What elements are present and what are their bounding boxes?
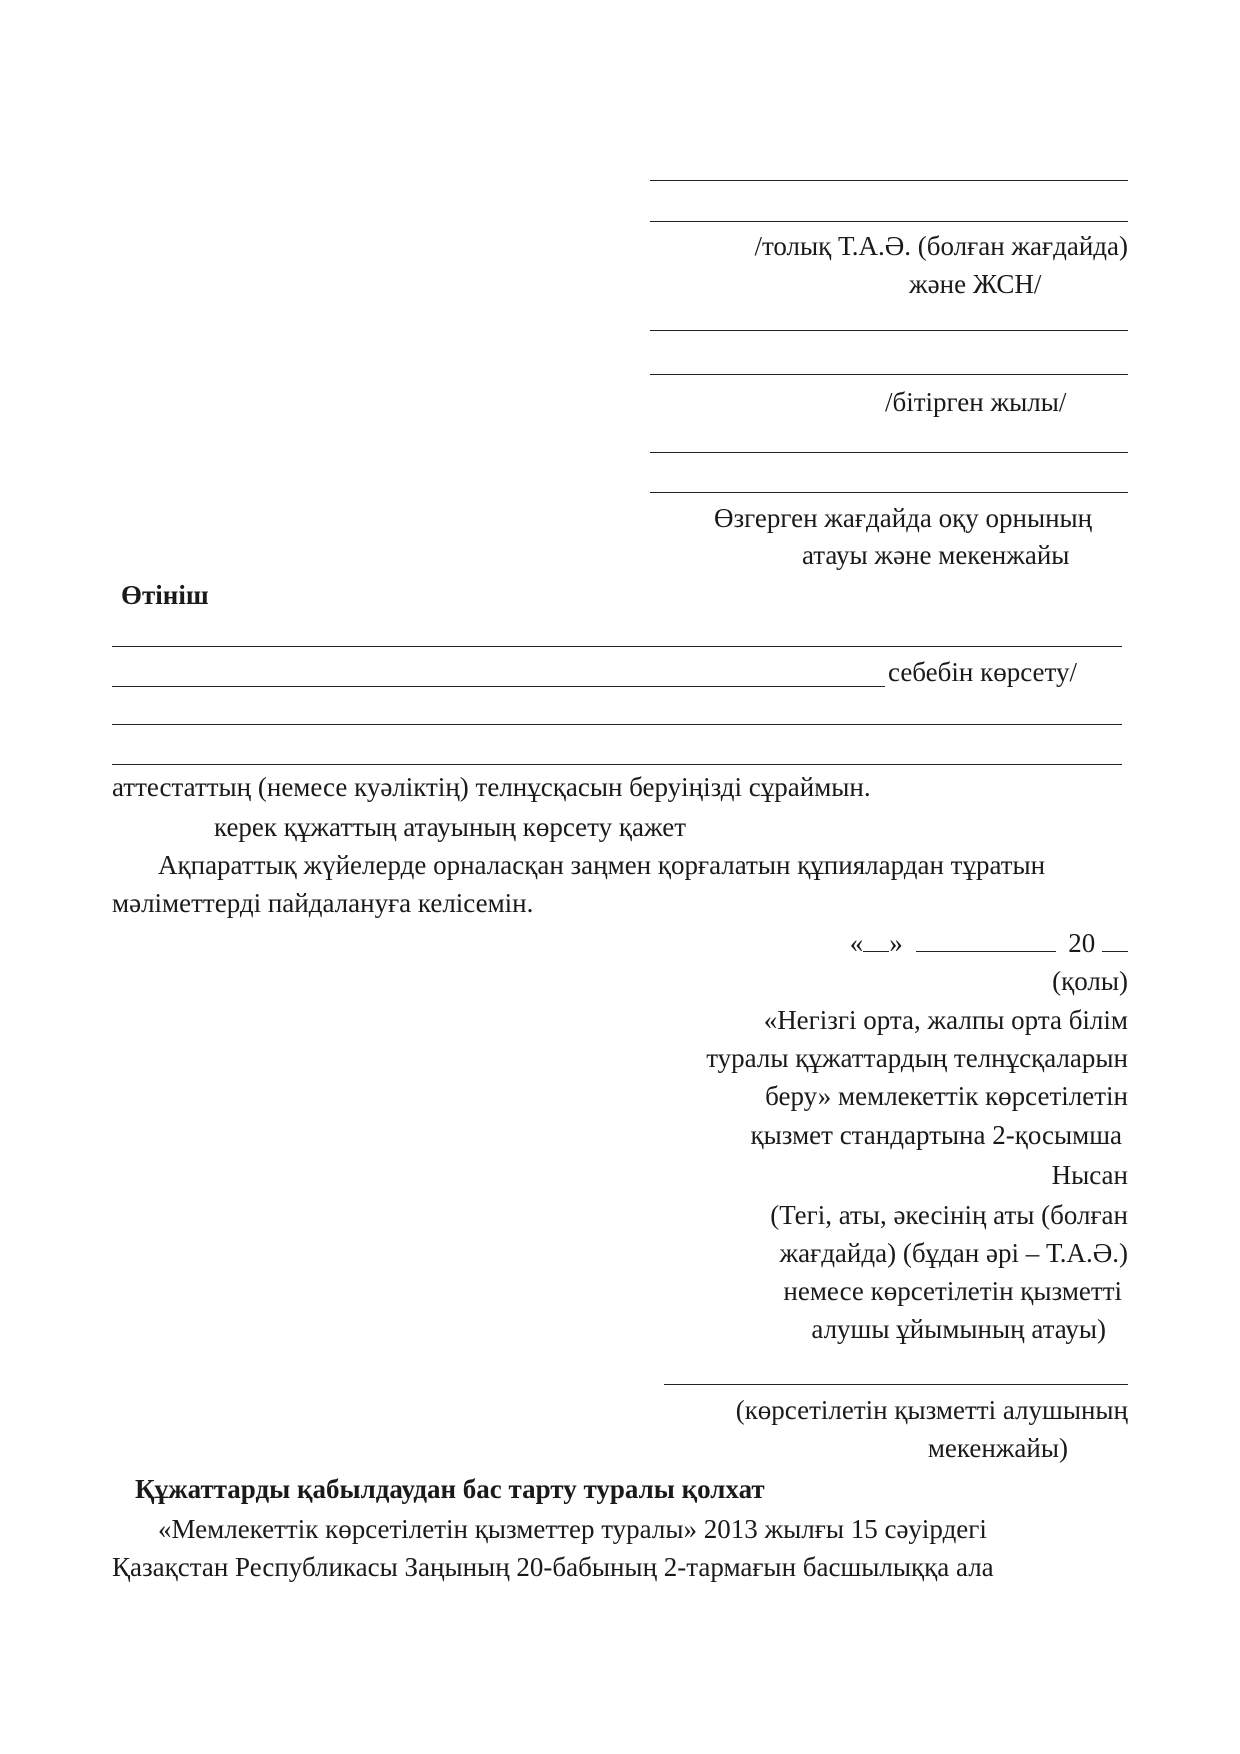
document-hint: керек құжаттың атауының көрсету қажет xyxy=(214,812,687,842)
year-blank-line-2[interactable] xyxy=(650,374,1128,375)
school-label-line-1: Өзгерген жағдайда оқу орнының xyxy=(714,503,1093,533)
application-title: Өтініш xyxy=(121,580,209,610)
receipt-text-line-1: «Мемлекеттік көрсетілетін қызметтер туралы» 2013 жылғы 15 сәуірдегі xyxy=(158,1514,987,1544)
appendix-line-1: «Негізгі орта, жалпы орта білім xyxy=(763,1005,1128,1035)
receipt-text-line-2: Қазақстан Республикасы Заңының 20-бабының 2-тармағын басшылыққа ала xyxy=(112,1552,994,1582)
school-blank-line-2[interactable] xyxy=(650,492,1128,493)
school-blank-line-1[interactable] xyxy=(650,452,1128,453)
address-label-line-1: (көрсетілетін қызметті алушының xyxy=(735,1395,1128,1425)
request-text: аттестаттың (немесе куәліктің) телнұсқасын беруіңізді сұраймын. xyxy=(112,772,871,802)
date-close-quote: » xyxy=(889,928,903,958)
signature-label: (қолы) xyxy=(1052,966,1128,996)
date-line xyxy=(850,926,1128,960)
fio-label: /толық Т.А.Ә. (болған жағдайда) xyxy=(754,231,1128,261)
reason-label: себебін көрсету/ xyxy=(888,657,1077,687)
school-label-line-2: атауы және мекенжайы xyxy=(802,540,1070,570)
year-blank-line-1[interactable] xyxy=(650,330,1128,331)
consent-text-line-2: мәліметтерді пайдалануға келісемін. xyxy=(112,888,534,918)
recipient-name-line-2: жағдайда) (бұдан әрі – Т.А.Ә.) xyxy=(779,1238,1128,1268)
appendix-line-2: туралы құжаттардың телнұсқаларын xyxy=(706,1043,1128,1073)
fio-blank-line-1[interactable] xyxy=(650,180,1128,181)
address-label-line-2: мекенжайы) xyxy=(927,1433,1068,1463)
year-prefix: 20 xyxy=(1068,928,1096,958)
day-blank[interactable] xyxy=(863,929,889,952)
consent-text-line-1: Ақпараттық жүйелерде орналасқан заңмен қорғалатын құпиялардан тұратын xyxy=(158,850,1046,880)
reason-blank-line-3[interactable] xyxy=(112,724,1122,725)
reason-blank-line-1[interactable] xyxy=(112,646,1122,647)
date-open-quote: « xyxy=(849,928,864,958)
appendix-line-3: беру» мемлекеттік көрсетілетін xyxy=(765,1081,1128,1111)
fio-blank-line-2[interactable] xyxy=(650,221,1128,222)
iin-label: және ЖСН/ xyxy=(909,269,1042,299)
receipt-title: Құжаттарды қабылдаудан бас тарту туралы қолхат xyxy=(135,1474,765,1504)
month-blank[interactable] xyxy=(916,929,1056,952)
form-label: Нысан xyxy=(1051,1160,1128,1190)
year-label: /бітірген жылы/ xyxy=(885,387,1067,417)
recipient-name-line-4: алушы ұйымының атауы) xyxy=(811,1314,1106,1344)
reason-blank-line-2[interactable] xyxy=(112,686,885,687)
recipient-name-line-3: немесе көрсетілетін қызметті xyxy=(783,1276,1122,1306)
address-blank-line[interactable] xyxy=(664,1384,1128,1385)
recipient-name-line-1: (Тегі, аты, әкесінің аты (болған xyxy=(770,1200,1128,1230)
year-suffix-blank[interactable] xyxy=(1102,929,1128,952)
appendix-line-4: қызмет стандартына 2-қосымша xyxy=(750,1120,1122,1150)
reason-blank-line-4[interactable] xyxy=(112,764,1122,765)
